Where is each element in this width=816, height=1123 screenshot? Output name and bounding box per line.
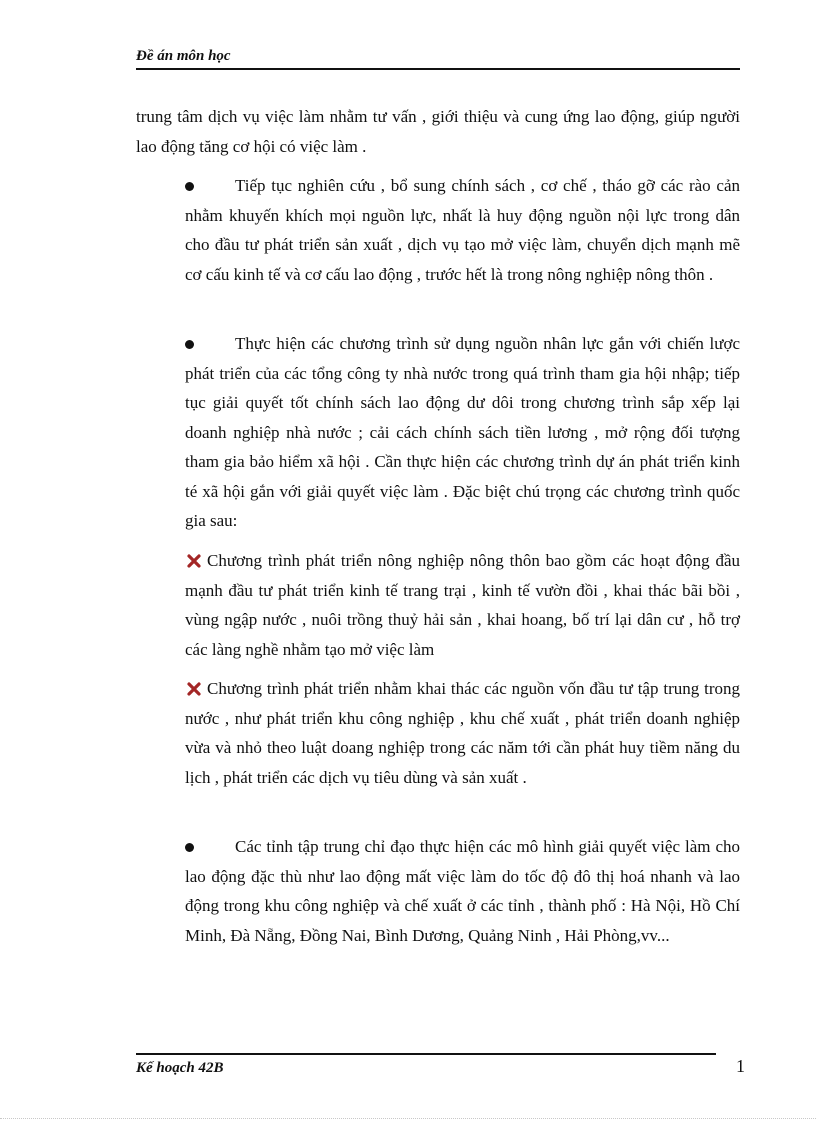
header-title: Đề án môn học [136,48,231,64]
header-rule [136,68,740,70]
page-border [0,1118,816,1119]
cross-paragraph-2: Chương trình phát triển nhằm khai thác các nguồn vốn đầu tư tập trung trong nước , như phát triển khu công nghiệp , khu chế xuất , phát triển doanh nghiệp vừa và nhỏ theo luật doang nghiệp trong các năm tới cần phát huy tiềm năng du lịch , phát triển các dịch vụ tiêu dùng và sản xuất . [185,679,740,787]
footer-title: Kế hoạch 42B [136,1060,224,1076]
footer-rule [136,1053,716,1055]
intro-paragraph: trung tâm dịch vụ việc làm nhằm tư vấn , giới thiệu và cung ứng lao động, giúp người lao động tăng cơ hội có việc làm . [136,107,740,156]
bullet-paragraph-3: Các tỉnh tập trung chỉ đạo thực hiện các mô hình giải quyết việc làm cho lao động đặc thù như lao động mất việc làm do tốc độ đô thị hoá nhanh và lao động trong khu công nghiệp và chế xuất ở các tỉnh , thành phố : Hà Nội, Hồ Chí Minh, Đà Nẵng, Đồng Nai, Bình Dương, Quảng Ninh , Hải Phòng,vv... [185,837,740,945]
bullet-paragraph-1: Tiếp tục nghiên cứu , bổ sung chính sách , cơ chế , tháo gỡ các rào cản nhằm khuyến khích mọi nguồn lực, nhất là huy động nguồn nội lực trong dân cho đầu tư phát triển sản xuất , dịch vụ tạo mở việc làm, chuyển dịch mạnh mẽ cơ cấu kinh tế và cơ cấu lao động , trước hết là trong nông nghiệp nông thôn . [185,176,740,284]
bullet-paragraph-2: Thực hiện các chương trình sử dụng nguồn nhân lực gắn với chiến lược phát triển của các tổng công ty nhà nước trong quá trình tham gia hội nhập; tiếp tục giải quyết tốt chính sách lao động dư dôi trong chương trình sắp xếp lại doanh nghiệp nhà nước ; cải cách chính sách tiền lương , mở rộng đối tượng tham gia bảo hiểm xã hội . Cần thực hiện các chương trình dự án phát triển kinh té xã hội gắn với giải quyết việc làm . Đặc biệt chú trọng các chương trình quốc gia sau: [185,334,740,530]
page-number: 1 [736,1056,745,1076]
cross-paragraph-1: Chương trình phát triển nông nghiệp nông thôn bao gồm các hoạt động đầu mạnh đầu tư phát triển kinh tế trang trại , kinh tế vườn đồi , khai thác bãi bồi , vùng ngập nước , nuôi trồng thuỷ hải sản , khai hoang, bố trí lại dân cư , hỗ trợ các làng nghề nhằm tạo mở việc làm [185,551,740,659]
